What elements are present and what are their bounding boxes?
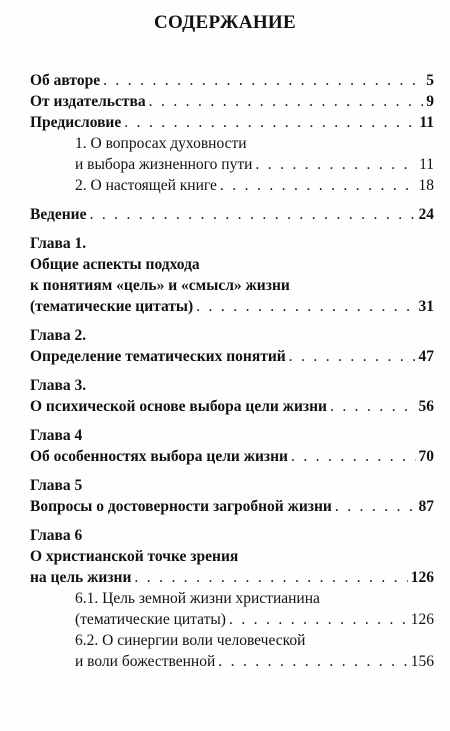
toc-entry-preface[interactable] bbox=[30, 112, 434, 133]
chapter-heading: Глава 5 bbox=[30, 477, 83, 494]
chapter-heading: Глава 1. bbox=[30, 235, 87, 252]
toc-entry-label: (тематические цитаты) bbox=[30, 298, 194, 315]
toc-page-number: 24 bbox=[418, 206, 434, 223]
toc-entry-label: О психической основе выбора цели жизни bbox=[30, 398, 327, 415]
dot-leader bbox=[289, 346, 416, 367]
table-of-contents bbox=[30, 70, 434, 672]
dot-leader bbox=[149, 91, 424, 112]
toc-entry-chapter-6-1[interactable] bbox=[30, 588, 434, 630]
dot-leader bbox=[196, 296, 415, 317]
dot-leader bbox=[103, 70, 423, 91]
toc-page-number: 87 bbox=[418, 498, 434, 515]
toc-entry-label: и выбора жизненного пути bbox=[75, 156, 253, 173]
toc-page-number: 9 bbox=[426, 93, 434, 110]
toc-page-number: 11 bbox=[419, 156, 434, 173]
toc-entry-label: Об авторе bbox=[30, 72, 101, 89]
toc-entry-text: 6.1. Цель земной жизни христианина bbox=[75, 590, 320, 607]
toc-entry-chapter-6-2[interactable] bbox=[30, 630, 434, 672]
chapter-heading: Глава 6 bbox=[30, 527, 83, 544]
toc-entry-label: на цель жизни bbox=[30, 569, 132, 586]
toc-entry-label: 2. О настоящей книге bbox=[75, 177, 217, 194]
toc-page-number: 47 bbox=[418, 348, 434, 365]
chapter-heading: Глава 4 bbox=[30, 427, 83, 444]
toc-page-number: 156 bbox=[410, 653, 434, 670]
toc-entry-chapter-6[interactable] bbox=[30, 525, 434, 588]
toc-page-number: 5 bbox=[426, 72, 434, 89]
toc-entry-label: Вопросы о достоверности загробной жизни bbox=[30, 498, 332, 515]
toc-entry-chapter-5[interactable] bbox=[30, 475, 434, 517]
toc-page-number: 18 bbox=[418, 177, 434, 194]
toc-page-number: 56 bbox=[418, 398, 434, 415]
toc-entry-chapter-2[interactable] bbox=[30, 325, 434, 367]
toc-entry-author[interactable] bbox=[30, 70, 434, 91]
toc-entry-text: 1. О вопросах духовности bbox=[75, 135, 247, 152]
dot-leader bbox=[229, 609, 408, 630]
toc-page-number: 11 bbox=[419, 114, 434, 131]
toc-page-number: 31 bbox=[418, 298, 434, 315]
toc-entry-text: к понятиям «цель» и «смысл» жизни bbox=[30, 277, 290, 294]
dot-leader bbox=[124, 112, 416, 133]
dot-leader bbox=[335, 496, 416, 517]
toc-entry-intro[interactable] bbox=[30, 204, 434, 225]
dot-leader bbox=[291, 446, 416, 467]
toc-entry-text: О христианской точке зрения bbox=[30, 548, 239, 565]
toc-entry-label: Ведение bbox=[30, 206, 87, 223]
toc-entry-text: Общие аспекты подхода bbox=[30, 256, 200, 273]
toc-entry-text: 6.2. О синергии воли человеческой bbox=[75, 632, 306, 649]
page-title: СОДЕРЖАНИЕ bbox=[154, 12, 296, 33]
dot-leader bbox=[218, 651, 408, 672]
toc-page-number: 126 bbox=[410, 611, 434, 628]
toc-page-number: 126 bbox=[410, 569, 434, 586]
chapter-heading: Глава 3. bbox=[30, 377, 87, 394]
toc-entry-publisher[interactable] bbox=[30, 91, 434, 112]
dot-leader bbox=[330, 396, 416, 417]
toc-entry-label: (тематические цитаты) bbox=[75, 611, 226, 628]
toc-entry-label: Об особенностях выбора цели жизни bbox=[30, 448, 288, 465]
toc-entry-label: Предисловие bbox=[30, 114, 122, 131]
toc-entry-label: От издательства bbox=[30, 93, 146, 110]
dot-leader bbox=[220, 175, 416, 196]
toc-entry-preface-2[interactable] bbox=[30, 175, 434, 196]
dot-leader bbox=[89, 204, 415, 225]
toc-page-number: 70 bbox=[418, 448, 434, 465]
toc-entry-chapter-4[interactable] bbox=[30, 425, 434, 467]
toc-entry-label: и воли божественной bbox=[75, 653, 216, 670]
dot-leader bbox=[255, 154, 416, 175]
toc-entry-label: Определение тематических понятий bbox=[30, 348, 286, 365]
chapter-heading: Глава 2. bbox=[30, 327, 87, 344]
toc-entry-chapter-1[interactable] bbox=[30, 233, 434, 317]
toc-entry-preface-1[interactable] bbox=[30, 133, 434, 175]
dot-leader bbox=[134, 567, 407, 588]
toc-entry-chapter-3[interactable] bbox=[30, 375, 434, 417]
